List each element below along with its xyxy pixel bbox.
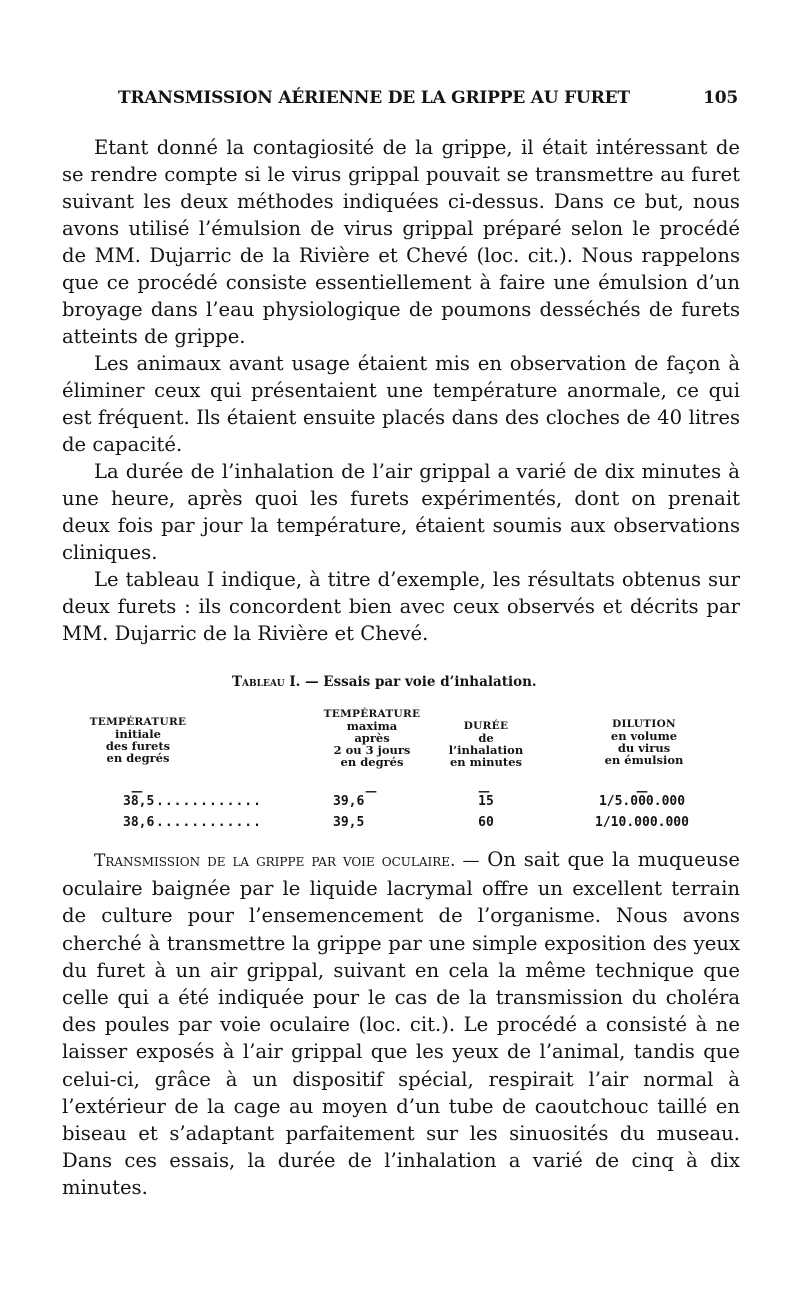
data-table (86, 708, 716, 838)
table-row: 38,5 ............ 39,6 15 1/5.000.000 (123, 794, 686, 809)
table-caption-label: Tableau I. (232, 674, 301, 690)
paragraph: La durée de l’inhalation de l’air grippal a varié de dix minutes à une heure, après quoi les furets expérimentés, dont on prenait deux fois par jour la température, étaient soumis aux observations cliniques. (62, 460, 740, 564)
table-caption-text: — Essais par voie d’inhalation. (305, 674, 537, 690)
table-row: 38,6 ............ 39,5 60 1/10.000.000 (123, 815, 689, 830)
section-heading: Transmission de la grippe par voie oculaire. — (94, 851, 480, 871)
section-text: On sait que la muqueuse oculaire baignée par le liquide lacrymal offre un excellent terrain de culture pour l’ensemencement de l’organisme. Nous avons cherché à transmettre la grippe par une simple exposition des yeux du furet à un air grippal, suivant en cela la même technique que celle qui a été indiquée pour le cas de la transmission du choléra des poules par voie oculaire (loc. cit.). Le procédé a consisté à ne laisser exposés à l’air grippal que les yeux de l’animal, tandis que celui-ci, grâce à un dispositif spécial, respirait l’air normal à l’extérieur de la cage au moyen d’un tube de caoutchouc taillé en biseau et s’adaptant parfaitement sur les sinuosités du museau. Dans ces essais, la durée de l’inhalation a varié de cinq à dix minutes. (62, 848, 740, 1200)
body-text (62, 134, 740, 647)
column-header-dilution: DILUTION en volume du virus en émulsion (604, 718, 684, 767)
running-header (118, 88, 738, 116)
paragraph: Etant donné la contagiosité de la grippe, il était intéressant de se rendre compte si le virus grippal pouvait se transmettre au furet suivant les deux méthodes indiquées ci-dessus. Dans ce but, nous avons utilisé l’émulsion de virus grippal préparé selon le procédé de MM. Dujarric de la Rivière et Chevé (loc. cit.). Nous rappelons que ce procédé consiste essentiellement à faire une émulsion d’un broyage dans l’eau physiologique de poumons desséchés de furets atteints de grippe. (62, 136, 740, 348)
column-separator-dash: — (365, 784, 377, 798)
column-separator-dash: — (636, 784, 648, 798)
column-separator-dash: — (478, 784, 490, 798)
paragraph (62, 846, 740, 1202)
column-separator-dash: — (131, 784, 143, 798)
page-number: 105 (703, 88, 738, 108)
paragraph: Le tableau I indique, à titre d’exemple, les résultats obtenus sur deux furets : ils concordent bien avec ceux observés et décrits par MM. Dujarric de la Rivière et Chevé. (62, 568, 740, 645)
running-title: TRANSMISSION AÉRIENNE DE LA GRIPPE AU FURET (118, 88, 630, 108)
column-header-initial-temperature: TEMPÉRATURE initiale des furets en degrés (89, 716, 187, 765)
section-ocular-transmission (62, 846, 740, 1202)
column-header-duration: DURÉE de l’inhalation en minutes (448, 720, 524, 769)
table-caption (232, 674, 612, 690)
paragraph: Les animaux avant usage étaient mis en observation de façon à éliminer ceux qui présentaient une température anormale, ce qui est fréquent. Ils étaient ensuite placés dans des cloches de 40 litres de capacité. (62, 352, 740, 456)
column-header-max-temperature: TEMPÉRATURE maxima après 2 ou 3 jours en degrés (323, 708, 421, 769)
